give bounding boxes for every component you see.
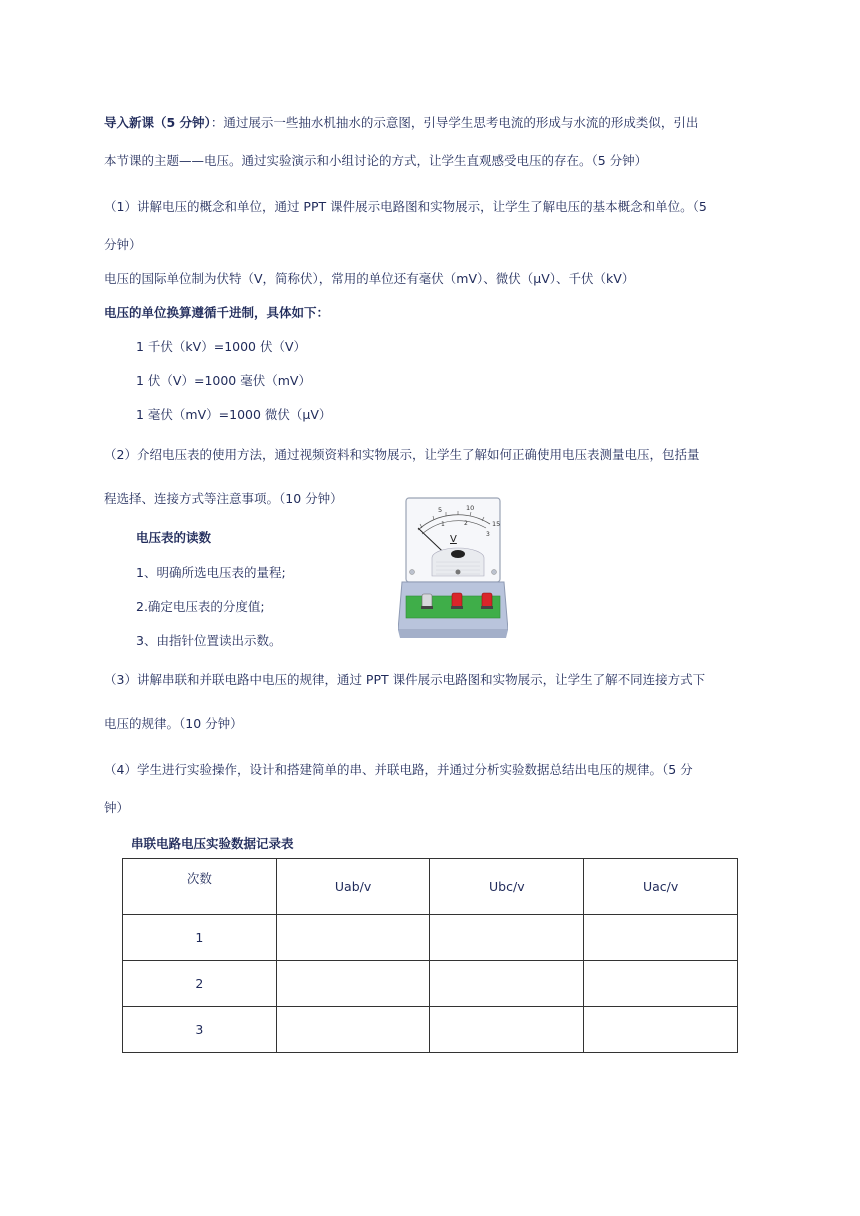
section4-line-1: （4）学生进行实验操作，设计和搭建简单的串、并联电路，并通过分析实验数据总结出电压的规律。（5 分 xyxy=(104,762,693,777)
table-header-cell: Uac/v xyxy=(584,859,738,915)
reading-step: 3、由指针位置读出示数。 xyxy=(136,633,282,648)
meter-terminals xyxy=(421,593,493,609)
table-row xyxy=(123,1007,738,1053)
scale-label-top: 5 xyxy=(438,506,443,514)
voltmeter-illustration xyxy=(398,496,508,638)
intro-paragraph-line-1 xyxy=(104,114,744,132)
table-row xyxy=(123,915,738,961)
table-header-cell: 次数 xyxy=(123,859,277,915)
conversion-item: 1 伏（V）=1000 毫伏（mV） xyxy=(136,373,311,388)
voltage-data-table xyxy=(122,858,738,1053)
table-header-cell: Uab/v xyxy=(276,859,430,915)
conversion-item: 1 毫伏（mV）=1000 微伏（μV） xyxy=(136,407,332,422)
scale-label-bottom: 3 xyxy=(486,531,490,538)
section1-line-1: （1）讲解电压的概念和单位，通过 PPT 课件展示电路图和实物展示，让学生了解电压的基本概念和单位。（5 xyxy=(104,199,707,214)
conversion-item: 1 千伏（kV）=1000 伏（V） xyxy=(136,339,307,354)
table-row xyxy=(123,961,738,1007)
scale-label-top: 10 xyxy=(466,504,475,512)
table-cell[interactable] xyxy=(584,1007,738,1053)
table-header-cell: Ubc/v xyxy=(430,859,584,915)
table-cell[interactable] xyxy=(430,961,584,1007)
section2-line-1: （2）介绍电压表的使用方法，通过视频资料和实物展示，让学生了解如何正确使用电压表测量电压，包括量 xyxy=(104,447,700,462)
table-cell[interactable] xyxy=(584,961,738,1007)
section1-line-2: 分钟） xyxy=(104,237,142,252)
section2-line-2: 程选择、连接方式等注意事项。（10 分钟） xyxy=(104,491,343,506)
intro-paragraph-line-2: 本节课的主题——电压。通过实验演示和小组讨论的方式，让学生直观感受电压的存在。（5 分钟） xyxy=(104,153,648,168)
meter-unit-label: V xyxy=(450,534,457,545)
section3-line-2: 电压的规律。（10 分钟） xyxy=(104,716,243,731)
table-cell[interactable] xyxy=(430,915,584,961)
section4-line-2: 钟） xyxy=(104,800,130,815)
table-cell[interactable] xyxy=(584,915,738,961)
table-cell: 2 xyxy=(123,961,277,1007)
meter-reading-heading: 电压表的读数 xyxy=(136,530,212,545)
units-line: 电压的国际单位制为伏特（V，简称伏），常用的单位还有毫伏（mV）、微伏（μV）、千伏（kV） xyxy=(104,271,635,286)
conversion-heading: 电压的单位换算遵循千进制，具体如下： xyxy=(104,305,330,320)
intro-lead: 导入新课（5 分钟） xyxy=(104,115,211,130)
reading-step: 2.确定电压表的分度值; xyxy=(136,599,265,614)
table-cell[interactable] xyxy=(276,1007,430,1053)
section3-line-1: （3）讲解串联和并联电路中电压的规律，通过 PPT 课件展示电路图和实物展示，让学生了解不同连接方式下 xyxy=(104,672,706,687)
scale-label-bottom: 2 xyxy=(464,520,468,527)
scale-label-bottom: 1 xyxy=(441,521,445,528)
table-cell[interactable] xyxy=(276,915,430,961)
intro-line-1-text: ：通过展示一些抽水机抽水的示意图，引导学生思考电流的形成与水流的形成类似，引出 xyxy=(210,115,699,130)
table-cell: 3 xyxy=(123,1007,277,1053)
reading-step: 1、明确所选电压表的量程; xyxy=(136,565,286,580)
table-cell: 1 xyxy=(123,915,277,961)
table-cell[interactable] xyxy=(276,961,430,1007)
table-caption: 串联电路电压实验数据记录表 xyxy=(131,836,294,851)
table-cell[interactable] xyxy=(430,1007,584,1053)
scale-label-top: 15 xyxy=(492,520,501,528)
table-header-row xyxy=(123,859,738,915)
